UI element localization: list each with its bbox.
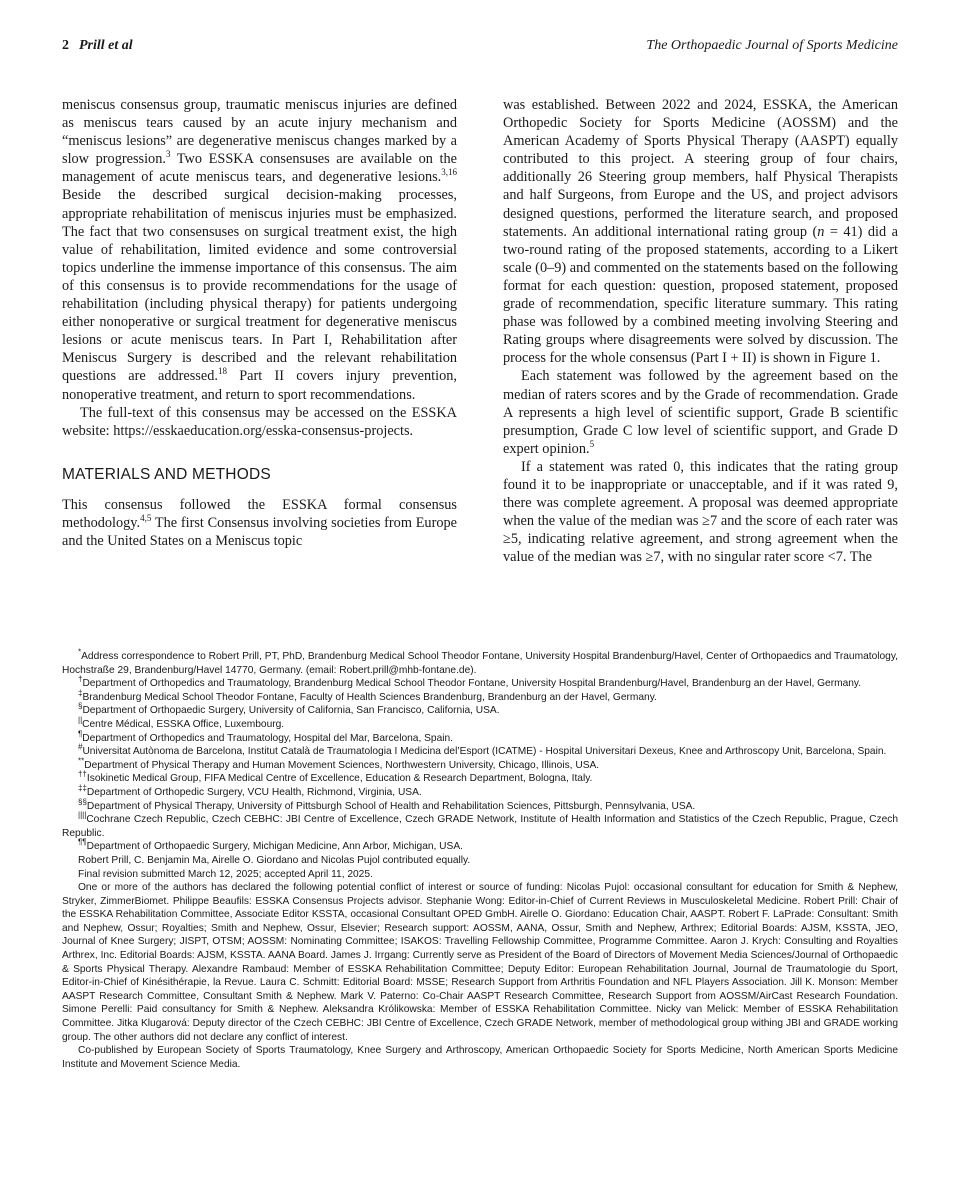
- footnote-symbol: ||: [78, 715, 83, 725]
- running-header: [62, 36, 898, 56]
- footnote: [62, 674, 898, 691]
- footnote: [62, 854, 898, 868]
- text-span: Part II covers injury prevention, nonoperative treatment, and return to sport recommendations.: [62, 368, 457, 403]
- paragraph-fulltext: The full-text of this consensus may be accessed on the ESSKA website: https://esskaeducation.org/esska-consensus-projects.: [62, 404, 457, 439]
- footnote: [62, 810, 898, 840]
- text-span: = 41) did a two-round rating of the proposed statements, according to a Likert scale (0–9) and commented on the statements based on the following format for each question: question, proposed statement, proposed grade of recommendation, specific literature summary. This rating phase was followed by a combined meeting involving Steering and Rating groups where disagreements were solved by discussion. The process for the whole consensus (Part I + II) is shown in Figure 1.: [503, 223, 898, 367]
- footnote-text: Department of Physical Therapy and Human Movement Sciences, Northwestern University, Chicago, Illinois, USA.: [84, 759, 600, 771]
- footnote-text: Universitat Autònoma de Barcelona, Institut Català de Traumatologia I Medicina del’Esport (ICATME) - Hospital Universitari Dexeus, Knee and Arthroscopy Unit, Barcelona, Spain.: [82, 746, 887, 758]
- right-column: [503, 96, 898, 566]
- footnote-text: Department of Orthopaedic Surgery, University of California, San Francisco, California, USA.: [82, 705, 500, 717]
- paragraph-intro: [62, 96, 457, 404]
- footnote: [62, 701, 898, 718]
- footnote-text: Brandenburg Medical School Theodor Fontane, Faculty of Health Sciences Brandenburg, Brandenburg an der Havel, Germany.: [82, 691, 657, 703]
- footnote: [62, 742, 898, 759]
- header-authors: Prill et al: [79, 38, 133, 53]
- footnote: [62, 756, 898, 773]
- citation-ref: 18: [217, 366, 227, 377]
- footnote: [62, 868, 898, 882]
- footnote-text: Final revision submitted March 12, 2025; accepted April 11, 2025.: [78, 868, 373, 880]
- footnote-text: One or more of the authors has declared the following potential conflict of interest or source of funding: Nicolas Pujol: occasional consultant for education for Smith & Nephew, Stryker, ZimmerBiomet. Philippe Beaufils: ESSKA Consensus Projects advisor. Stephanie Wong: Editor-in-Chief of Current Reviews in Musculoskeletal Medicine. Robert Prill: Chair of the ESSKA Rehabilitation Committee, Associate Editor KSSTA, occasional Consultant OPED GmbH. Airelle O. Giordano: Education Chair, AASPT. Robert F. LaPrade: Consultant: Smith and Nephew, Ossur; Royalties; Smith and Nephew, Ossur, Elsevier; Research support: AOSSM, AANA, Ossur, Smith and Nephew, Arthrex; Editorial Boards: AJSM, KSSTA, JEO, Journal of Knee Surgery; JISPT, OTSM; AOSSM: Nominating Committee; ISAKOS: Travelling Fellowship Committee, Programme Committee. Aaron J. Krych: Consulting and Royalties Arthrex, Inc. Editorial Boards: AJSM, KSSTA. AANA Board. James J. Irrgang: Currently serve as President of the Board of Directors of Movement Media Sciences/Journal of Orthopaedic & Sports Physical Therapy. Alexandre Rambaud: Member of ESSKA Rehabilitation Committee; Deputy Editor: European Rehabilitation Journal, Journal de Traumatologie du Sport, Editor-in-Chief of Kinésithérapie, la Revue. Laura C. Schmitt: Editorial Board: MSSE; Research Support from Arthritis Foundation and NFL Players Association. Jill K. Monson: Member AASPT Research Committee, Consultant Smith & Nephew. Mark V. Paterno: Co-Chair AASPT Research Committee, Research Support from AOSSM/AirCast Research Foundation. Simone Perelli: Paid consultancy for Smith & Nephew. Aleksandra Królikowska: Member of ESSKA Rehabilitation Committee. Nicky van Melick: Member of ESSKA Rehabilitation Committee. Jitka Klugarová: Deputy director of the Czech CEBHC: JBI Centre of Excellence, Czech GRADE Network, member of methodological group withing JBI and GRADE working group. The other authors did not declare any conflict of interest.: [62, 882, 898, 1043]
- footnote-text: Department of Orthopedics and Traumatology, Hospital del Mar, Barcelona, Spain.: [82, 732, 454, 744]
- footnote-symbol: #: [78, 742, 83, 752]
- footnote-text: Department of Orthopaedic Surgery, Michigan Medicine, Ann Arbor, Michigan, USA.: [86, 841, 463, 853]
- footnote-symbol: †: [78, 674, 83, 684]
- text-span: Each statement was followed by the agreement based on the median of raters scores and by the Grade of recommendation. Grade A represents a high level of scientific support, Grade B scientific presumption, Grade C low level of scientific support, and Grade D expert opinion.: [503, 368, 898, 457]
- footnote: [62, 881, 898, 1044]
- citation-ref: 5: [589, 439, 595, 450]
- footnotes: [62, 647, 898, 1071]
- paragraph-process: [503, 96, 898, 367]
- text-span: Beside the described surgical decision-making processes, appropriate rehabilitation of meniscus injuries must be emphasized. The fact that two consensuses on surgical treatment exist, the high value of rehabilitation, limited evidence and some controversial topics underline the immense importance of this consensus. The aim of this consensus is to provide recommendations for the usage of rehabilitation (including physical therapy) for patients undergoing either nonoperative or surgical treatment for degenerative meniscus lesions or acute meniscus tears. In Part I, Rehabilitation after Meniscus Surgery is described and the relevant rehabilitation questions are addressed.: [62, 187, 457, 385]
- journal-title: The Orthopaedic Journal of Sports Medicine: [646, 38, 898, 53]
- footnote: [62, 837, 898, 854]
- footnote: [62, 769, 898, 786]
- footnote-symbol: §§: [78, 797, 87, 807]
- paragraph-methods: [62, 496, 457, 550]
- footnote-symbol: ††: [78, 769, 87, 779]
- footnote: [62, 647, 898, 677]
- section-heading: MATERIALS AND METHODS: [62, 465, 271, 483]
- footnote-symbol: ‡‡: [78, 783, 87, 793]
- footnote-text: Department of Orthopedics and Traumatology, Brandenburg Medical School Theodor Fontane, University Hospital Brandenburg/Havel, Brandenburg an der Havel, Germany.: [82, 678, 862, 690]
- text-span: This consensus followed the ESSKA formal consensus methodology.: [62, 496, 457, 531]
- citation-ref: 4,5: [140, 513, 152, 524]
- footnote: [62, 729, 898, 746]
- footnote: [62, 688, 898, 705]
- footnote-symbol: §: [78, 701, 83, 711]
- footnote-symbol: ‡: [78, 688, 83, 698]
- citation-ref: 3,16: [441, 167, 457, 178]
- footnote-text: Department of Physical Therapy, University of Pittsburgh School of Health and Rehabilitation Sciences, Pittsburgh, Pennsylvania, USA.: [86, 800, 696, 812]
- text-span: The first Consensus involving societies from Europe and the United States on a Meniscus topic: [62, 514, 457, 550]
- footnote: [62, 797, 898, 814]
- footnote-text: Department of Orthopedic Surgery, VCU Health, Richmond, Virginia, USA.: [86, 786, 422, 798]
- footnote: [62, 715, 898, 732]
- text-span: Two ESSKA consensuses are available on the management of acute meniscus tears, and degenerative lesions.: [62, 151, 457, 186]
- paragraph-grades: [503, 367, 898, 457]
- footnote: [62, 1044, 898, 1071]
- footnote-text: Robert Prill, C. Benjamin Ma, Airelle O. Giordano and Nicolas Pujol contributed equally.: [78, 854, 471, 866]
- footnote-text: Isokinetic Medical Group, FIFA Medical Centre of Excellence, Education & Research Department, Bologna, Italy.: [86, 773, 593, 785]
- footnote-text: Address correspondence to Robert Prill, PT, PhD, Brandenburg Medical School Theodor Fontane, University Hospital Brandenburg/Havel, Center of Orthopaedics and Traumatology, Hochstraße 29, Brandenburg/Havel 14770, Germany. (email: Robert.prill@mhb-fontane.de).: [62, 651, 898, 676]
- footnote-symbol: ¶: [78, 729, 83, 739]
- footnote-symbol: ||||: [78, 810, 87, 820]
- left-column: [62, 96, 457, 550]
- paragraph-rating: If a statement was rated 0, this indicates that the rating group found it to be inappropriate or unacceptable, and if it was rated 9, there was complete agreement. A proposal was deemed appropriate when the value of the median was ≥7 and the score of each rater was ≥5, indicating relative agreement, and strong agreement when the value of the median was ≥7, with no singular rater score <7. The: [503, 458, 898, 566]
- footnote-text: Centre Médical, ESSKA Office, Luxembourg.: [82, 718, 285, 730]
- footnote-symbol: ¶¶: [78, 837, 87, 847]
- text-span: meniscus consensus group, traumatic meniscus injuries are defined as meniscus tears caused by an acute injury mechanism and “meniscus lesions” are degenerative meniscus changes marked by a slow progression.: [62, 97, 457, 168]
- header-left: [62, 36, 133, 56]
- page-number: 2: [62, 38, 69, 53]
- text-span: was established. Between 2022 and 2024, ESSKA, the American Orthopedic Society for Sports Medicine (AOSSM) and the American Academy of Sports Physical Therapy (AASPT) equally contributed to this project. A steering group of four chairs, additionally 26 Steering group members, half Physical Therapists and half Surgeons, from Europe and the US, and project advisors designed questions, performed the literature search, and proposed statements. An additional international rating group (: [503, 97, 898, 240]
- footnote-symbol: **: [78, 756, 85, 766]
- citation-ref: 3: [165, 149, 171, 160]
- footnote-text: Cochrane Czech Republic, Czech CEBHC: JBI Centre of Excellence, Czech GRADE Network, Institute of Health Information and Statistics of the Czech Republic, Prague, Czech Republic.: [62, 814, 898, 839]
- italic-n: n: [817, 223, 825, 240]
- footnote: [62, 783, 898, 800]
- footnote-text: Co-published by European Society of Sports Traumatology, Knee Surgery and Arthroscopy, American Orthopaedic Society for Sports Medicine, North American Sports Medicine Institute and Movement Science Media.: [62, 1045, 898, 1070]
- footnote-symbol: *: [78, 647, 82, 657]
